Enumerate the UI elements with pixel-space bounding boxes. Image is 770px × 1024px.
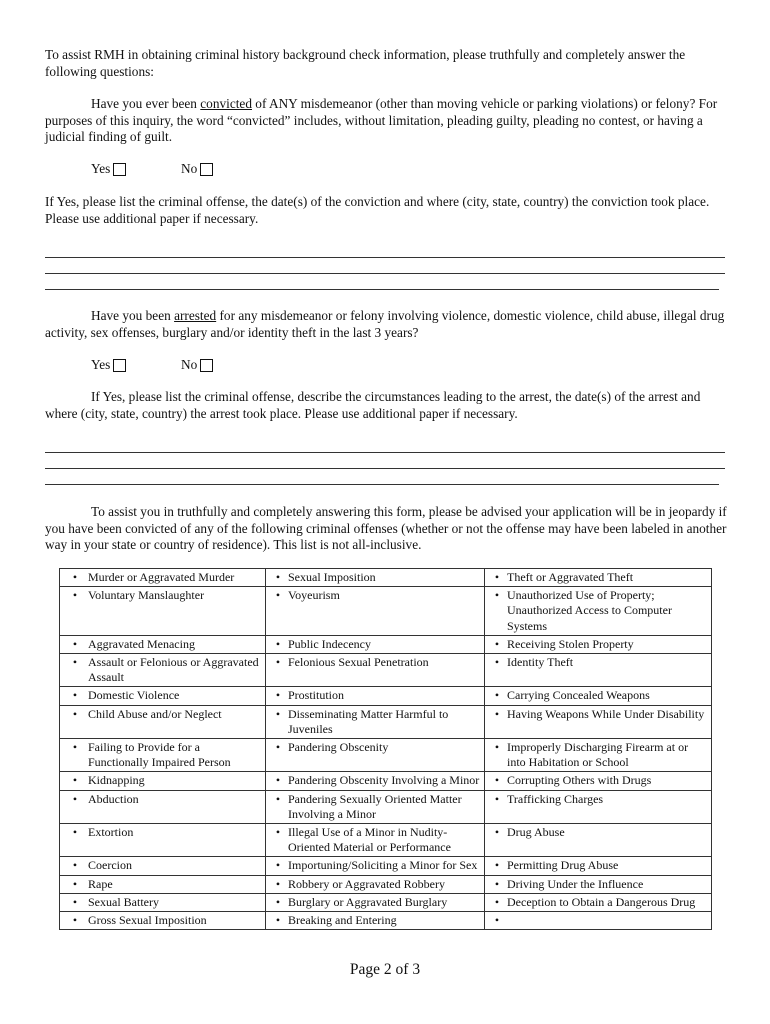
offense-label: Carrying Concealed Weapons: [507, 688, 650, 703]
bullet-icon: •: [494, 858, 500, 873]
offense-label: Sexual Battery: [88, 894, 159, 909]
offense-cell: [266, 790, 485, 823]
bullet-icon: •: [72, 655, 78, 670]
offense-item: [487, 588, 709, 634]
offense-item: [487, 913, 709, 928]
bullet-icon: •: [494, 825, 500, 840]
offense-item: [268, 588, 482, 603]
q2-no-label: No: [181, 357, 198, 372]
offense-cell: [485, 587, 712, 636]
offense-cell: [60, 635, 266, 653]
offense-cell: [485, 893, 712, 911]
offense-item: [62, 570, 263, 585]
offense-item: [62, 740, 263, 770]
bullet-icon: •: [494, 894, 500, 909]
offense-item: [62, 877, 263, 892]
bullet-icon: •: [275, 858, 281, 873]
offense-row: [60, 739, 712, 772]
offense-row: [60, 824, 712, 857]
offense-label: Improperly Discharging Firearm at or into Habitation or School: [507, 740, 689, 770]
offense-item: [487, 773, 709, 788]
offense-cell: [60, 587, 266, 636]
q1-answer-line-1[interactable]: [45, 257, 725, 258]
bullet-icon: •: [72, 894, 78, 909]
offense-item: [487, 895, 709, 910]
offense-cell: [60, 790, 266, 823]
offense-item: [487, 688, 709, 703]
q2-answer-line-1[interactable]: [45, 452, 725, 453]
offense-cell: [60, 739, 266, 772]
offense-cell: [266, 772, 485, 790]
offense-label: Robbery or Aggravated Robbery: [288, 876, 445, 891]
offense-cell: [266, 857, 485, 875]
offense-cell: [266, 687, 485, 705]
offense-cell: [60, 875, 266, 893]
offense-label: Coercion: [88, 858, 132, 873]
bullet-icon: •: [275, 894, 281, 909]
offense-label: Aggravated Menacing: [88, 636, 195, 651]
offense-row: [60, 587, 712, 636]
arrested-emphasis: arrested: [174, 308, 217, 323]
offense-label: [507, 913, 709, 928]
offense-item: [62, 792, 263, 807]
offense-item: [268, 877, 482, 892]
offense-item: [62, 913, 263, 928]
offense-cell: [266, 705, 485, 738]
q2-followup-text: If Yes, please list the criminal offense, describe the circumstances leading to the arrest, the date(s) of the arrest and where (city, state, country) the arrest took place. Please use additional paper if necessary.: [45, 389, 701, 421]
offense-item: [487, 825, 709, 840]
offense-label: Identity Theft: [507, 655, 574, 670]
bullet-icon: •: [494, 636, 500, 651]
offense-item: [62, 895, 263, 910]
offense-item: [487, 637, 709, 652]
q1-no-option[interactable]: [181, 161, 213, 177]
bullet-icon: •: [275, 706, 281, 721]
offense-item: [62, 707, 263, 722]
bullet-icon: •: [494, 688, 500, 703]
offense-label: Kidnapping: [88, 773, 145, 788]
offense-item: [62, 858, 263, 873]
bullet-icon: •: [72, 570, 78, 584]
q1-no-label: No: [181, 161, 198, 176]
bullet-icon: •: [72, 588, 78, 603]
bullet-icon: •: [72, 740, 78, 755]
q1-yes-option[interactable]: [91, 161, 126, 177]
offense-item: [62, 825, 263, 840]
bullet-icon: •: [494, 773, 500, 788]
offense-row: [60, 893, 712, 911]
bullet-icon: •: [72, 688, 78, 703]
offense-label: Theft or Aggravated Theft: [507, 570, 634, 584]
bullet-icon: •: [72, 825, 78, 840]
offense-item: [487, 707, 709, 722]
q2-answer-line-2[interactable]: [45, 468, 725, 469]
offense-label: Burglary or Aggravated Burglary: [288, 894, 448, 909]
q2-yes-option[interactable]: [91, 357, 126, 373]
bullet-icon: •: [275, 688, 281, 703]
offense-row: [60, 875, 712, 893]
offense-label: Abduction: [88, 791, 139, 806]
page-number: Page 2 of 3: [349, 961, 421, 978]
offense-label: Prostitution: [288, 688, 345, 703]
question-arrested: [45, 308, 735, 341]
offense-cell: [266, 912, 485, 930]
offenses-table: [59, 568, 712, 930]
offense-cell: [60, 824, 266, 857]
offense-item: [268, 637, 482, 652]
offense-cell: [485, 635, 712, 653]
offense-cell: [266, 824, 485, 857]
offense-cell: [60, 772, 266, 790]
q2-answer-line-3[interactable]: [45, 484, 719, 485]
offense-label: Public Indecency: [288, 636, 371, 651]
offense-label: Disseminating Matter Harmful to Juveniles: [288, 706, 449, 736]
offense-label: Sexual Imposition: [288, 570, 376, 584]
offense-cell: [485, 790, 712, 823]
offense-label: Breaking and Entering: [288, 913, 397, 928]
offense-cell: [485, 687, 712, 705]
offense-item: [268, 570, 482, 585]
offense-label: Domestic Violence: [88, 688, 180, 703]
q2-no-checkbox[interactable]: [200, 359, 213, 372]
offense-label: Drug Abuse: [507, 825, 565, 840]
offense-label: Corrupting Others with Drugs: [507, 773, 652, 788]
q1-yes-checkbox[interactable]: [113, 163, 126, 176]
offense-row: [60, 857, 712, 875]
q1-yes-label: Yes: [91, 161, 111, 176]
question-convicted-pre: Have you ever been: [91, 96, 201, 111]
offense-cell: [485, 857, 712, 875]
offense-label: Rape: [88, 876, 113, 891]
bullet-icon: •: [72, 858, 78, 873]
offense-item: [487, 570, 709, 585]
bullet-icon: •: [275, 740, 281, 755]
offense-label: Unauthorized Use of Property; Unauthorized Access to Computer Systems: [507, 588, 672, 633]
offense-item: [268, 655, 482, 670]
bullet-icon: •: [275, 655, 281, 670]
offense-item: [62, 688, 263, 703]
offense-label: Assault or Felonious or Aggravated Assault: [88, 655, 259, 685]
offense-cell: [266, 739, 485, 772]
offense-label: Voyeurism: [288, 588, 340, 603]
offense-label: Driving Under the Influence: [507, 876, 644, 891]
offense-item: [487, 740, 709, 770]
q1-answer-line-2[interactable]: [45, 273, 725, 274]
offense-row: [60, 772, 712, 790]
offense-label: Illegal Use of a Minor in Nudity-Oriented Material or Performance: [288, 825, 451, 855]
offense-cell: [485, 739, 712, 772]
offense-label: Having Weapons While Under Disability: [507, 706, 705, 721]
question-convicted-post: of ANY misdemeanor (other than moving vehicle or parking violations) or felony? For purposes of this inquiry, the word “convicted” includes, without limitation, pleading guilty, pleading no contest, or having a judicial finding of guilt.: [45, 96, 718, 144]
intro-text: To assist RMH in obtaining criminal history background check information, please truthfully and completely answer the following questions:: [45, 47, 686, 79]
offense-cell: [485, 654, 712, 687]
offense-cell: [60, 687, 266, 705]
bullet-icon: •: [72, 913, 78, 928]
offense-cell: [485, 912, 712, 930]
offense-row: [60, 687, 712, 705]
offense-cell: [266, 893, 485, 911]
offense-cell: [485, 705, 712, 738]
bullet-icon: •: [72, 773, 78, 788]
offense-label: Permitting Drug Abuse: [507, 858, 619, 873]
offense-cell: [60, 893, 266, 911]
offense-row: [60, 569, 712, 587]
offense-cell: [485, 875, 712, 893]
offense-label: Felonious Sexual Penetration: [288, 655, 429, 670]
offense-cell: [60, 857, 266, 875]
offense-item: [487, 877, 709, 892]
offense-item: [268, 913, 482, 928]
question-arrested-post: for any misdemeanor or felony involving violence, domestic violence, child abuse, illegal drug activity, sex offenses, burglary and/or identity theft in the last 3 years?: [45, 308, 725, 340]
bullet-icon: •: [275, 825, 281, 840]
bullet-icon: •: [275, 791, 281, 806]
offense-row: [60, 635, 712, 653]
bullet-icon: •: [72, 876, 78, 891]
bullet-icon: •: [494, 791, 500, 806]
question-convicted: [45, 96, 735, 146]
bullet-icon: •: [494, 706, 500, 721]
offense-label: Deception to Obtain a Dangerous Drug: [507, 894, 696, 909]
bullet-icon: •: [275, 773, 281, 788]
offense-item: [268, 858, 482, 873]
offense-cell: [266, 587, 485, 636]
bullet-icon: •: [72, 636, 78, 651]
offense-item: [487, 792, 709, 807]
offense-label: Receiving Stolen Property: [507, 636, 634, 651]
offense-row: [60, 912, 712, 930]
offense-cell: [266, 569, 485, 587]
offense-cell: [485, 772, 712, 790]
bullet-icon: •: [494, 588, 500, 603]
offense-item: [268, 707, 482, 737]
offense-cell: [60, 705, 266, 738]
offense-label: Child Abuse and/or Neglect: [88, 706, 222, 721]
offense-item: [268, 825, 482, 855]
question-arrested-pre: Have you been: [91, 308, 175, 323]
offense-item: [487, 858, 709, 873]
offense-label: Extortion: [88, 825, 134, 840]
bullet-icon: •: [275, 876, 281, 891]
offense-item: [268, 688, 482, 703]
offense-cell: [266, 635, 485, 653]
q2-yes-checkbox[interactable]: [113, 359, 126, 372]
bullet-icon: •: [275, 588, 281, 603]
convicted-emphasis: convicted: [200, 96, 252, 111]
offense-cell: [485, 569, 712, 587]
bullet-icon: •: [494, 655, 500, 670]
offense-item: [62, 773, 263, 788]
q1-followup-text: If Yes, please list the criminal offense, the date(s) of the conviction and where (city, state, country) the conviction took place. Please use additional paper if necessary.: [45, 194, 710, 226]
q1-answer-line-3[interactable]: [45, 289, 719, 290]
offense-cell: [60, 912, 266, 930]
offense-item: [62, 655, 263, 685]
q2-no-option[interactable]: [181, 357, 213, 373]
offense-row: [60, 790, 712, 823]
offense-item: [62, 588, 263, 603]
bullet-icon: •: [72, 706, 78, 721]
q2-yes-label: Yes: [91, 357, 111, 372]
offense-label: Gross Sexual Imposition: [88, 913, 207, 928]
offense-row: [60, 705, 712, 738]
bullet-icon: •: [72, 791, 78, 806]
offense-cell: [60, 569, 266, 587]
offense-label: Pandering Sexually Oriented Matter Involving a Minor: [288, 791, 462, 821]
offense-label: Pandering Obscenity: [288, 740, 389, 755]
advisory-text: To assist you in truthfully and completely answering this form, please be advised your application will be in jeopardy if you have been convicted of any of the following criminal offenses (whether or not the offense may have been labeled in another way in your state or country of residence). This list is not all-inclusive.: [45, 504, 727, 552]
offenses-table-body: [60, 569, 712, 930]
bullet-icon: •: [494, 570, 500, 584]
offense-label: Failing to Provide for a Functionally Impaired Person: [88, 740, 231, 770]
offense-cell: [266, 875, 485, 893]
offense-label: Voluntary Manslaughter: [88, 588, 205, 603]
offense-cell: [485, 824, 712, 857]
bullet-icon: •: [494, 876, 500, 891]
offense-row: [60, 654, 712, 687]
offense-label: Importuning/Soliciting a Minor for Sex: [288, 858, 478, 873]
offense-label: Trafficking Charges: [507, 791, 604, 806]
offense-cell: [60, 654, 266, 687]
bullet-icon: •: [275, 913, 281, 928]
bullet-icon: •: [275, 570, 281, 584]
offense-item: [268, 773, 482, 788]
bullet-icon: •: [494, 913, 500, 928]
q1-no-checkbox[interactable]: [200, 163, 213, 176]
offense-label: Pandering Obscenity Involving a Minor: [288, 773, 480, 788]
offense-item: [62, 637, 263, 652]
offense-item: [268, 895, 482, 910]
offense-item: [268, 792, 482, 822]
offense-item: [268, 740, 482, 755]
offense-item: [487, 655, 709, 670]
offense-cell: [266, 654, 485, 687]
bullet-icon: •: [494, 740, 500, 755]
bullet-icon: •: [275, 636, 281, 651]
offense-label: Murder or Aggravated Murder: [88, 570, 235, 584]
